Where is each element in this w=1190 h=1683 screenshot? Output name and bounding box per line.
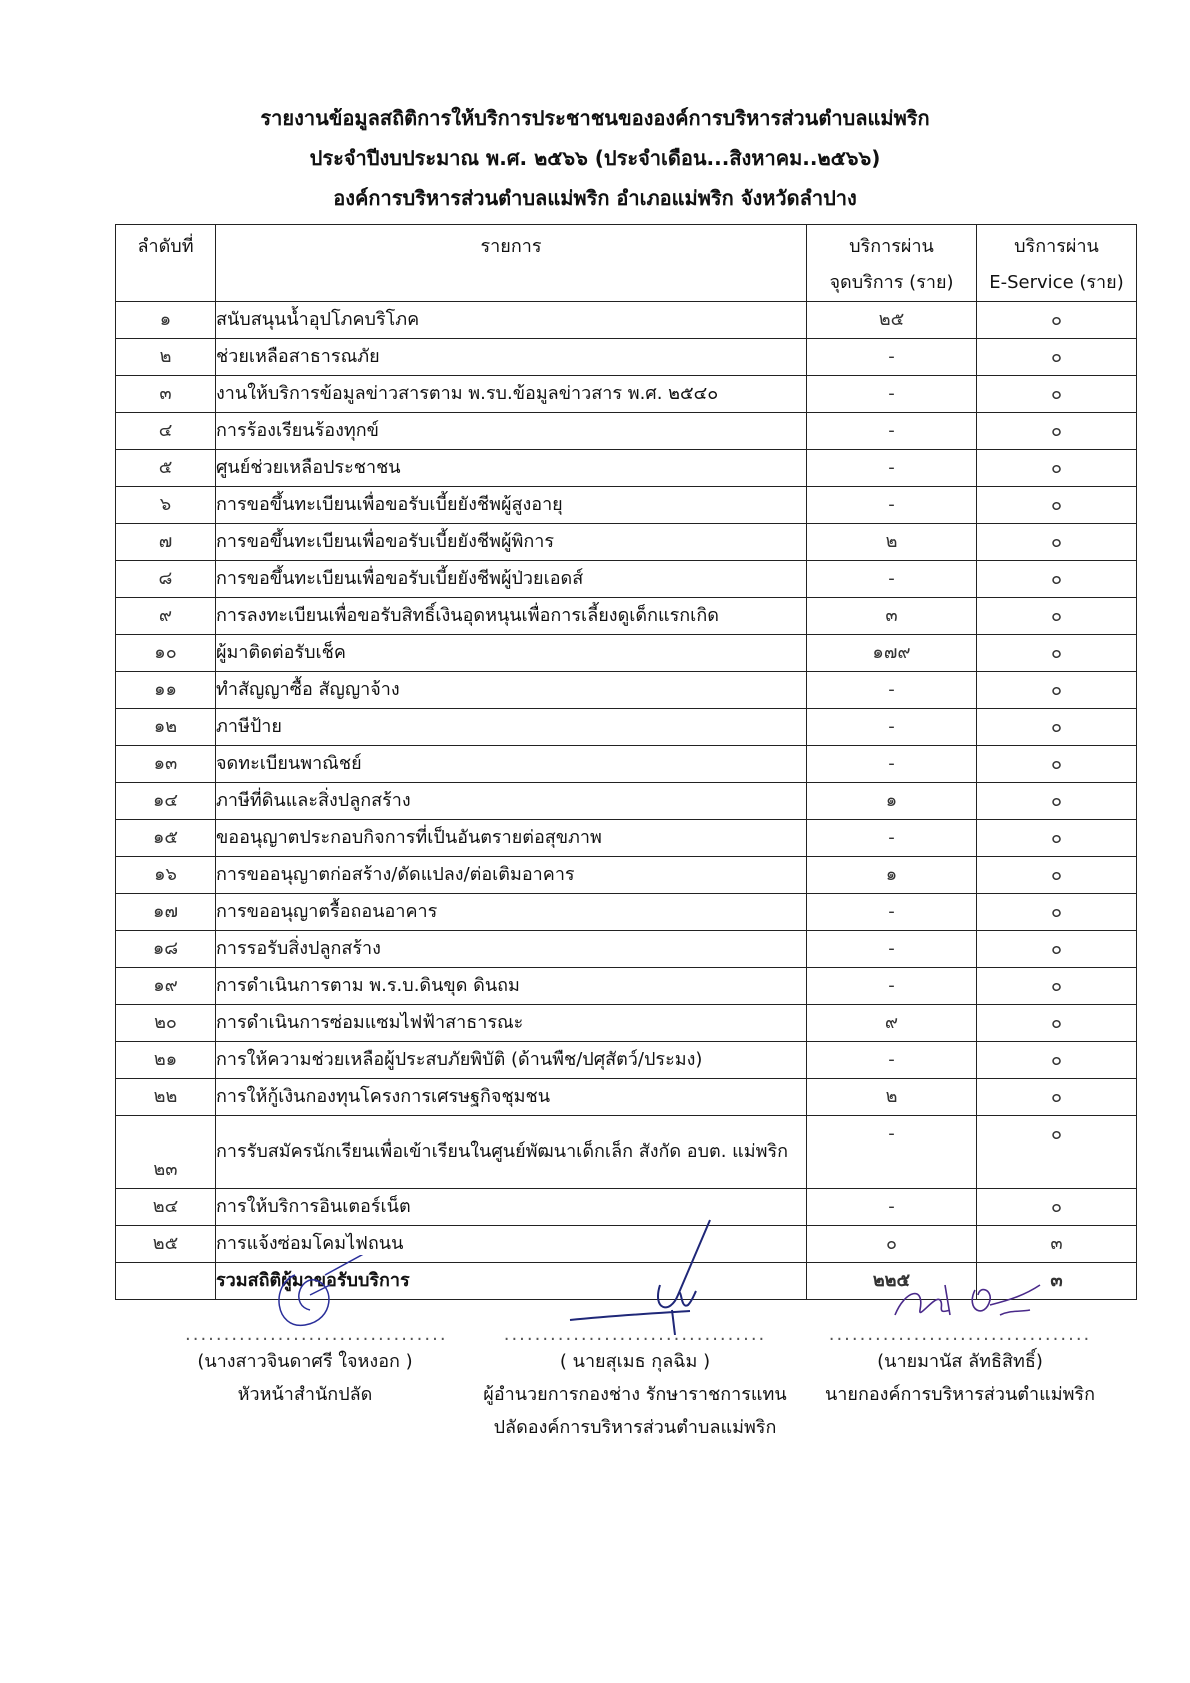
row-item: การขอขึ้นทะเบียนเพื่อขอรับเบี้ยยังชีพผู้สูงอายุ <box>216 487 807 524</box>
row-eservice-value: ๐ <box>977 746 1137 783</box>
table-row <box>116 894 1137 931</box>
table-row <box>116 709 1137 746</box>
table-row <box>116 746 1137 783</box>
table-row <box>116 524 1137 561</box>
row-item: ช่วยเหลือสาธารณภัย <box>216 339 807 376</box>
signature-dots-1: .................................. <box>185 1324 448 1345</box>
row-number: ๑๐ <box>116 635 216 672</box>
total-label: รวมสถิติผู้มาขอรับบริการ <box>216 1263 807 1300</box>
row-number: ๒๒ <box>116 1079 216 1116</box>
signer-title-2a: ผู้อำนวยการกองช่าง รักษาราชการแทน <box>483 1384 787 1405</box>
statistics-table <box>115 224 1137 1300</box>
row-number: ๑ <box>116 302 216 339</box>
row-eservice-value: ๐ <box>977 450 1137 487</box>
row-number: ๑๑ <box>116 672 216 709</box>
col-header-no-label: ลำดับที่ <box>137 236 194 257</box>
row-number: ๓ <box>116 376 216 413</box>
row-number: ๒๐ <box>116 1005 216 1042</box>
col-header-counter-line2: จุดบริการ (ราย) <box>829 272 954 293</box>
row-counter-value: - <box>807 450 977 487</box>
row-number: ๑๗ <box>116 894 216 931</box>
row-eservice-value: ๐ <box>977 339 1137 376</box>
row-item: จดทะเบียนพาณิชย์ <box>216 746 807 783</box>
row-counter-value: - <box>807 339 977 376</box>
row-eservice-value: ๐ <box>977 302 1137 339</box>
row-eservice-value: ๐ <box>977 376 1137 413</box>
row-counter-value: - <box>807 1116 977 1189</box>
table-row <box>116 857 1137 894</box>
total-eservice: ๓ <box>977 1263 1137 1300</box>
row-number: ๘ <box>116 561 216 598</box>
table-row <box>116 931 1137 968</box>
row-counter-value: ๓ <box>807 598 977 635</box>
row-eservice-value: ๐ <box>977 598 1137 635</box>
row-eservice-value: ๐ <box>977 931 1137 968</box>
signature-mark-3 <box>880 1270 1060 1330</box>
row-counter-value: ๒ <box>807 1079 977 1116</box>
col-header-counter <box>807 225 977 302</box>
row-item: การให้ความช่วยเหลือผู้ประสบภัยพิบัติ (ด้านพืช/ปศุสัตว์/ประมง) <box>216 1042 807 1079</box>
row-eservice-value: ๐ <box>977 1116 1137 1189</box>
header-line-2: ประจำปีงบประมาณ พ.ศ. ๒๕๖๖ (ประจำเดือน...สิงหาคม..๒๕๖๖) <box>309 146 881 170</box>
row-number: ๙ <box>116 598 216 635</box>
row-eservice-value: ๐ <box>977 1189 1137 1226</box>
row-item: การรับสมัครนักเรียนเพื่อเข้าเรียนในศูนย์พัฒนาเด็กเล็ก สังกัด อบต. แม่พริก <box>216 1116 807 1189</box>
row-item: การดำเนินการตาม พ.ร.บ.ดินขุด ดินถม <box>216 968 807 1005</box>
signature-block-2 <box>470 1325 800 1444</box>
row-counter-value: ๑๗๙ <box>807 635 977 672</box>
row-number: ๑๓ <box>116 746 216 783</box>
row-counter-value: - <box>807 1042 977 1079</box>
row-item: การขอขึ้นทะเบียนเพื่อขอรับเบี้ยยังชีพผู้พิการ <box>216 524 807 561</box>
table-row <box>116 376 1137 413</box>
table-row <box>116 450 1137 487</box>
row-counter-value: ๒๕ <box>807 302 977 339</box>
row-number: ๕ <box>116 450 216 487</box>
table-row <box>116 672 1137 709</box>
table-header-row <box>116 225 1137 302</box>
row-number: ๒๕ <box>116 1226 216 1263</box>
row-number: ๒๓ <box>116 1116 216 1189</box>
row-item: การขออนุญาตก่อสร้าง/ดัดแปลง/ต่อเติมอาคาร <box>216 857 807 894</box>
row-item: การให้กู้เงินกองทุนโครงการเศรษฐกิจชุมชน <box>216 1079 807 1116</box>
table-row <box>116 1042 1137 1079</box>
row-number: ๒๑ <box>116 1042 216 1079</box>
row-number: ๑๒ <box>116 709 216 746</box>
row-item: ผู้มาติดต่อรับเช็ค <box>216 635 807 672</box>
signer-title-2b: ปลัดองค์การบริหารส่วนตำบลแม่พริก <box>493 1417 777 1438</box>
row-counter-value: - <box>807 709 977 746</box>
row-item: การให้บริการอินเตอร์เน็ต <box>216 1189 807 1226</box>
row-item: การขอขึ้นทะเบียนเพื่อขอรับเบี้ยยังชีพผู้ป่วยเอดส์ <box>216 561 807 598</box>
table-row <box>116 1116 1137 1189</box>
row-number: ๑๔ <box>116 783 216 820</box>
row-counter-value: - <box>807 376 977 413</box>
row-eservice-value: ๐ <box>977 783 1137 820</box>
table-row <box>116 820 1137 857</box>
table-row <box>116 561 1137 598</box>
row-number: ๗ <box>116 524 216 561</box>
table-row <box>116 635 1137 672</box>
row-number: ๑๙ <box>116 968 216 1005</box>
signer-name-3: (นายมานัส ลัทธิสิทธิ์) <box>877 1351 1043 1372</box>
row-number: ๑๕ <box>116 820 216 857</box>
document-header <box>0 98 1190 218</box>
row-item: การร้องเรียนร้องทุกข์ <box>216 413 807 450</box>
row-eservice-value: ๐ <box>977 635 1137 672</box>
header-line-1: รายงานข้อมูลสถิติการให้บริการประชาชนขององค์การบริหารส่วนตำบลแม่พริก <box>260 106 930 130</box>
row-counter-value: ๑ <box>807 857 977 894</box>
row-number: ๑๘ <box>116 931 216 968</box>
row-eservice-value: ๐ <box>977 672 1137 709</box>
row-eservice-value: ๐ <box>977 857 1137 894</box>
row-item: การขออนุญาตรื้อถอนอาคาร <box>216 894 807 931</box>
col-header-item <box>216 225 807 302</box>
row-item: การแจ้งซ่อมโคมไฟถนน <box>216 1226 807 1263</box>
row-number: ๔ <box>116 413 216 450</box>
row-item: ภาษีป้าย <box>216 709 807 746</box>
row-item: สนับสนุนน้ำอุปโภคบริโภค <box>216 302 807 339</box>
table-row <box>116 413 1137 450</box>
row-item: ขออนุญาตประกอบกิจการที่เป็นอันตรายต่อสุขภาพ <box>216 820 807 857</box>
row-number: ๒ <box>116 339 216 376</box>
row-eservice-value: ๐ <box>977 968 1137 1005</box>
row-item: การดำเนินการซ่อมแซมไฟฟ้าสาธารณะ <box>216 1005 807 1042</box>
table-row <box>116 1005 1137 1042</box>
signer-name-2: ( นายสุเมธ กุลฉิม ) <box>559 1351 711 1372</box>
row-number: ๒๔ <box>116 1189 216 1226</box>
row-counter-value: - <box>807 672 977 709</box>
table-row <box>116 598 1137 635</box>
signature-dots-2: .................................. <box>503 1324 767 1345</box>
row-counter-value: - <box>807 1189 977 1226</box>
row-item: การรอรับสิ่งปลูกสร้าง <box>216 931 807 968</box>
row-item: ทำสัญญาซื้อ สัญญาจ้าง <box>216 672 807 709</box>
row-counter-value: ๐ <box>807 1226 977 1263</box>
header-line-3: องค์การบริหารส่วนตำบลแม่พริก อำเภอแม่พริก จังหวัดลำปาง <box>333 186 857 210</box>
row-eservice-value: ๐ <box>977 894 1137 931</box>
col-header-eservice-line2: E-Service (ราย) <box>989 272 1124 293</box>
row-counter-value: ๒ <box>807 524 977 561</box>
table-row <box>116 1079 1137 1116</box>
row-eservice-value: ๐ <box>977 524 1137 561</box>
signer-name-1: (นางสาวจินดาศรี ใจหงอก ) <box>197 1351 413 1372</box>
row-item: ภาษีที่ดินและสิ่งปลูกสร้าง <box>216 783 807 820</box>
signature-mark-2 <box>560 1215 730 1335</box>
row-eservice-value: ๐ <box>977 820 1137 857</box>
row-eservice-value: ๐ <box>977 1079 1137 1116</box>
row-eservice-value: ๐ <box>977 1042 1137 1079</box>
row-eservice-value: ๐ <box>977 1005 1137 1042</box>
row-counter-value: - <box>807 746 977 783</box>
table-row <box>116 487 1137 524</box>
row-number: ๖ <box>116 487 216 524</box>
signer-title-3: นายกองค์การบริหารส่วนตำแม่พริก <box>825 1384 1095 1405</box>
signature-block-3 <box>820 1325 1100 1411</box>
row-item: ศูนย์ช่วยเหลือประชาชน <box>216 450 807 487</box>
row-counter-value: - <box>807 820 977 857</box>
row-counter-value: - <box>807 561 977 598</box>
col-header-item-label: รายการ <box>480 236 542 257</box>
table-row <box>116 339 1137 376</box>
row-counter-value: - <box>807 487 977 524</box>
row-eservice-value: ๓ <box>977 1226 1137 1263</box>
row-eservice-value: ๐ <box>977 561 1137 598</box>
row-item: งานให้บริการข้อมูลข่าวสารตาม พ.รบ.ข้อมูลข่าวสาร พ.ศ. ๒๕๔๐ <box>216 376 807 413</box>
total-counter: ๒๒๕ <box>807 1263 977 1300</box>
row-eservice-value: ๐ <box>977 413 1137 450</box>
row-counter-value: - <box>807 968 977 1005</box>
row-counter-value: ๑ <box>807 783 977 820</box>
row-counter-value: - <box>807 894 977 931</box>
signature-mark-1 <box>255 1255 395 1335</box>
signer-title-1: หัวหน้าสำนักปลัด <box>237 1384 373 1405</box>
signature-block-1 <box>185 1324 448 1411</box>
row-item: การลงทะเบียนเพื่อขอรับสิทธิ์เงินอุดหนุนเพื่อการเลี้ยงดูเด็กแรกเกิด <box>216 598 807 635</box>
row-counter-value: - <box>807 413 977 450</box>
col-header-no <box>116 225 216 302</box>
col-header-eservice <box>977 225 1137 302</box>
signature-dots-3: .................................. <box>828 1324 1092 1345</box>
row-counter-value: ๙ <box>807 1005 977 1042</box>
table-row <box>116 968 1137 1005</box>
total-no-cell <box>116 1263 216 1300</box>
col-header-eservice-line1: บริการผ่าน <box>1014 236 1099 257</box>
row-eservice-value: ๐ <box>977 709 1137 746</box>
row-number: ๑๖ <box>116 857 216 894</box>
table-row <box>116 302 1137 339</box>
col-header-counter-line1: บริการผ่าน <box>849 236 934 257</box>
row-eservice-value: ๐ <box>977 487 1137 524</box>
row-counter-value: - <box>807 931 977 968</box>
table-row <box>116 783 1137 820</box>
